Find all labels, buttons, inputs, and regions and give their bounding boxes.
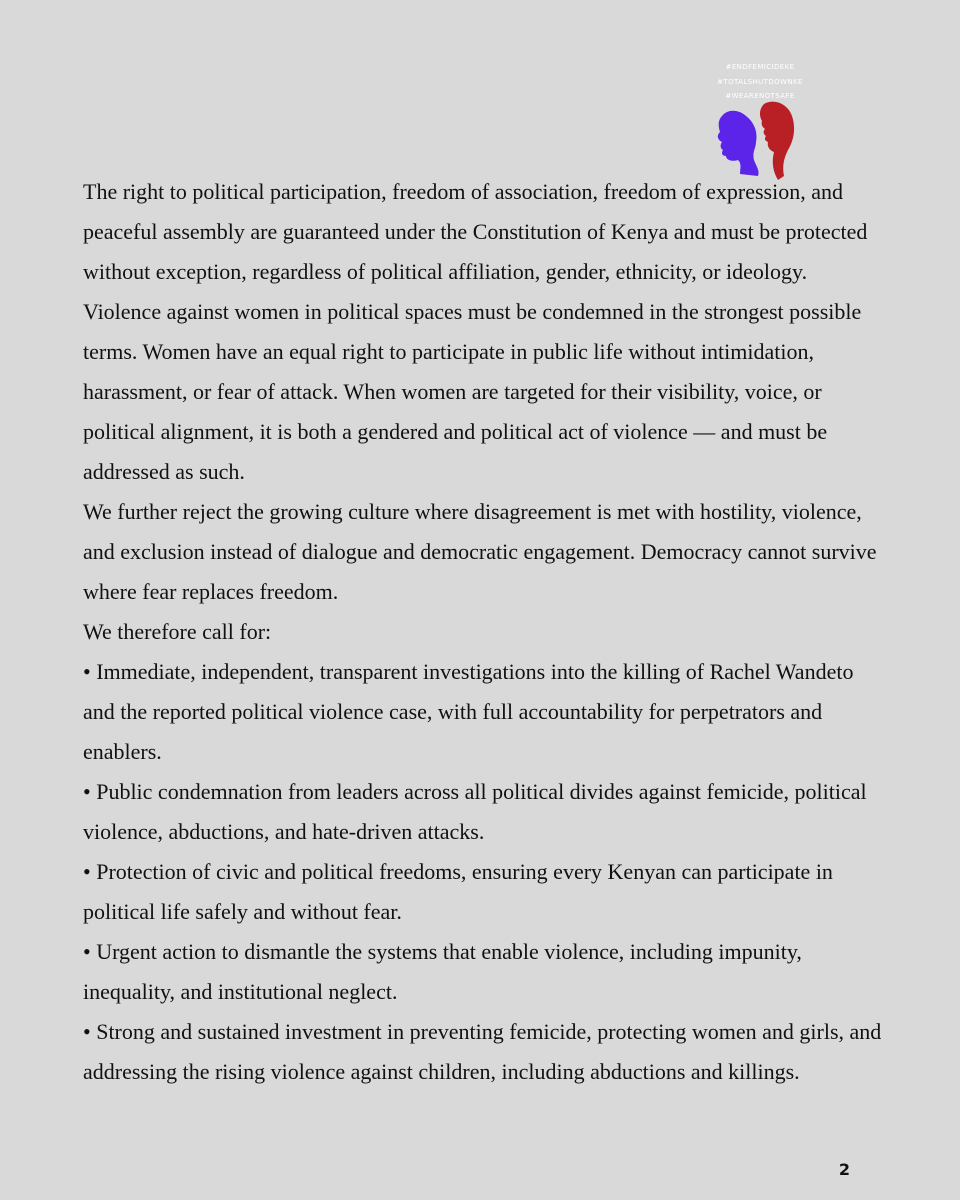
hashtag-totalshutdown: #TOTALSHUTDOWNKE xyxy=(717,77,803,86)
paragraph-reject-hostility: We further reject the growing culture where disagreement is met with hostility, violence, and exclusion instead of dialogue and democratic engagement. Democracy cannot survive where fear replaces freedom. xyxy=(83,499,877,604)
bullet-investigations: • Immediate, independent, transparent investigations into the killing of Rachel Wandeto and the reported political violence case, with full accountability for perpetrators and enablers. xyxy=(83,659,854,764)
bullet-public-condemnation: • Public condemnation from leaders across all political divides against femicide, political violence, abductions, and hate-driven attacks. xyxy=(83,779,867,844)
paragraph-constitutional-rights: The right to political participation, freedom of association, freedom of expression, and peaceful assembly are guaranteed under the Constitution of Kenya and must be protected without exception, regardless of political affiliation, gender, ethnicity, or ideology. xyxy=(83,179,868,284)
bullet-civic-freedoms: • Protection of civic and political freedoms, ensuring every Kenyan can participate in political life safely and without fear. xyxy=(83,859,833,924)
logo-block xyxy=(700,60,820,190)
paragraph-violence-against-women: Violence against women in political spaces must be condemned in the strongest possible terms. Women have an equal right to participate in public life without intimidation, harassment, or fear of attack. When women are targeted for their visibility, voice, or political alignment, it is both a gendered and political act of violence — and must be addressed as such. xyxy=(83,299,862,484)
statement-body xyxy=(83,172,883,1092)
page-number: 2 xyxy=(838,1160,850,1179)
bullet-dismantle-systems: • Urgent action to dismantle the systems that enable violence, including impunity, inequality, and institutional neglect. xyxy=(83,939,802,1004)
hashtag-endfemicide: #ENDFEMICIDEKE xyxy=(725,63,795,71)
hashtag-wearenotsafe: #WEARENOTSAFE xyxy=(725,92,795,100)
hashtag-list xyxy=(700,60,820,104)
red-profile-icon xyxy=(760,102,794,180)
bullet-investment: • Strong and sustained investment in preventing femicide, protecting women and girls, and addressing the rising violence against children, including abductions and killings. xyxy=(83,1019,882,1084)
paragraph-call-intro: We therefore call for: xyxy=(83,619,272,644)
purple-profile-icon xyxy=(718,111,759,176)
